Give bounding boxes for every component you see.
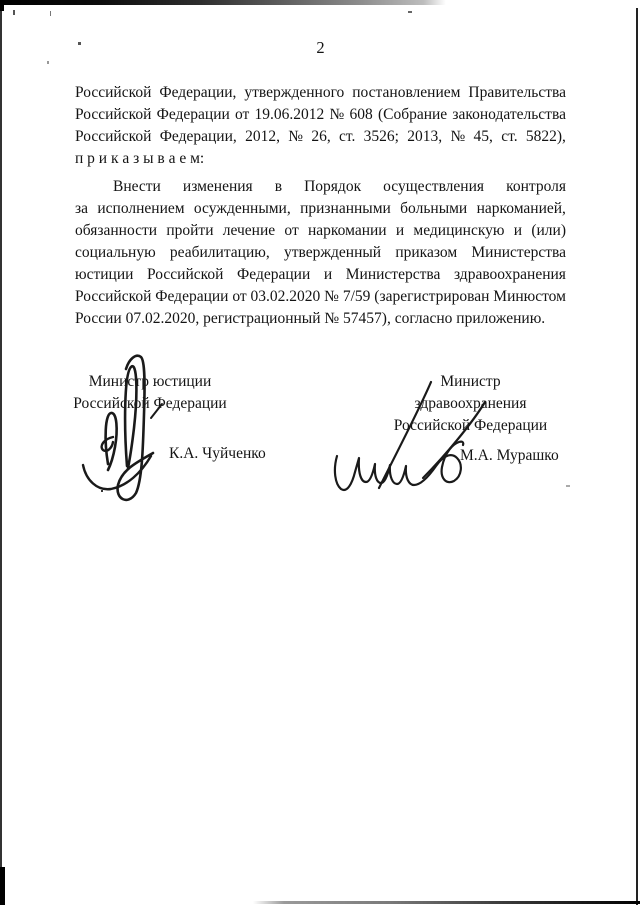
signer-title-line: Министр здравоохранения [414, 373, 527, 412]
scan-edge-right [636, 8, 638, 905]
scan-edge-bottom [253, 901, 640, 904]
scan-speck [50, 11, 51, 16]
paragraph-line: юстиции Российской Федерации и Министерства здравоохранения [75, 266, 566, 283]
paragraph-line: России 07.02.2020, регистрационный № 57457), согласно приложению. [75, 310, 546, 327]
paragraph-line: Российской Федерации от 19.06.2012 № 608 (Собрание законодательства [75, 106, 566, 123]
signer-title-line: Министр юстиции [88, 373, 212, 390]
paragraph-line: за исполнением осужденными, признанными больными наркоманией, [75, 200, 566, 217]
scan-edge-left-top [0, 0, 4, 11]
paragraph-line: Российской Федерации, 2012, № 26, ст. 3526; 2013, № 45, ст. 5822), [75, 128, 566, 145]
page-number: 2 [316, 38, 325, 57]
scan-speck [47, 61, 49, 64]
paragraph-line: Российской Федерации от 03.02.2020 № 7/59 (зарегистрирован Минюстом [75, 288, 566, 305]
signature-murashko [333, 378, 488, 503]
paragraph-line: Внести изменения в Порядок осуществления контроля [113, 178, 566, 195]
signer-title-line: Российской Федерации [73, 395, 227, 412]
signer-name-chuychenko: К.А. Чуйченко [169, 445, 266, 462]
paragraph-line: социальную реабилитацию, утвержденный приказом Министерства [75, 244, 566, 261]
paragraph-line: обязанности пройти лечение от наркомании и медицинскую и (или) [75, 222, 566, 239]
signature-chuychenko [78, 352, 173, 502]
paragraph-1 [75, 82, 566, 170]
scan-edge-left [0, 0, 2, 905]
scan-speck [13, 10, 15, 15]
scan-speck [566, 485, 570, 487]
signer-title-line: Российской Федерации [393, 417, 548, 434]
scan-edge-top [0, 0, 446, 5]
paragraph-line: п р и к а з ы в а е м: [75, 150, 205, 167]
paragraph-line: Российской Федерации, утвержденного постановлением Правительства [75, 84, 566, 101]
signer-name-murashko: М.А. Мурашко [460, 447, 559, 464]
paragraph-2 [75, 176, 566, 330]
scan-speck [408, 11, 412, 13]
scan-edge-left-bottom [0, 867, 5, 905]
